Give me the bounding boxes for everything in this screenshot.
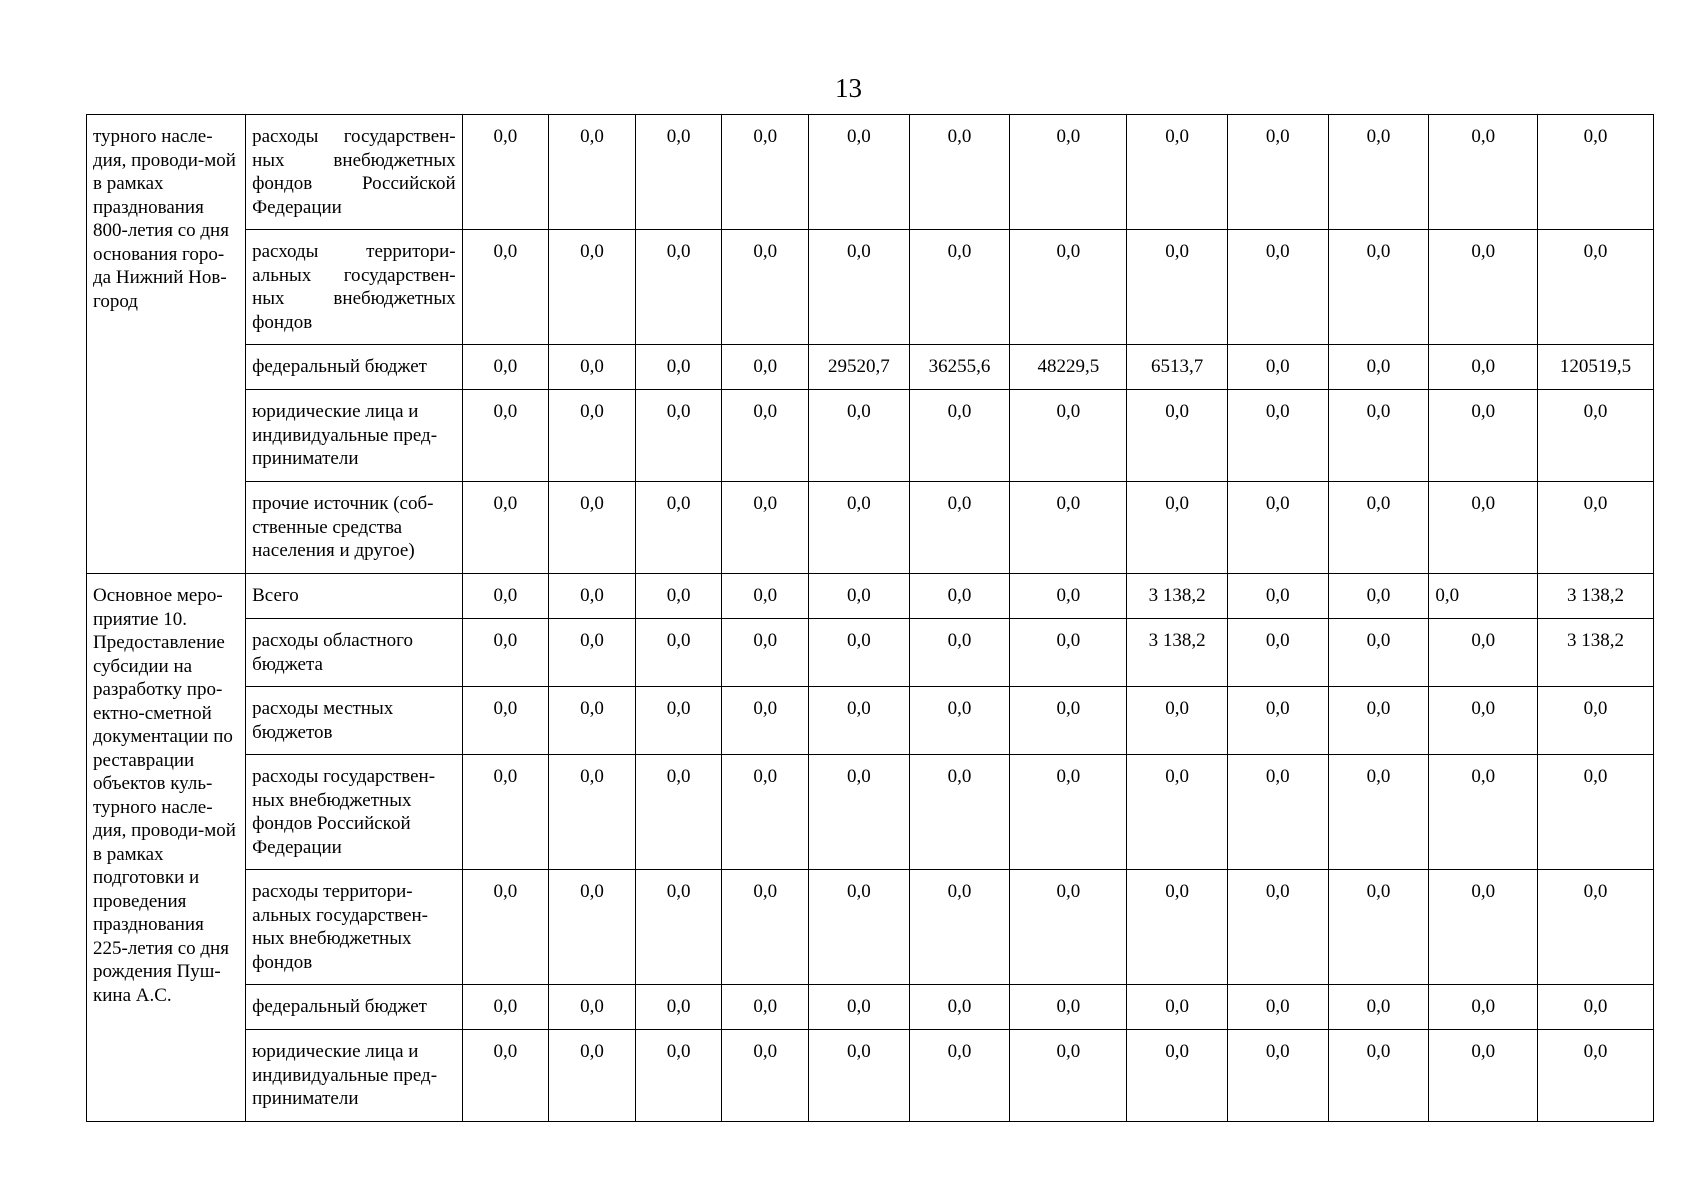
- value-cell: 3 138,2: [1127, 574, 1228, 619]
- value-cell: 0,0: [1227, 619, 1328, 687]
- value-cell: 0,0: [549, 985, 636, 1030]
- value-cell: 0,0: [1227, 687, 1328, 755]
- funding-source-cell: юридические лица и индивидуальные пред-приниматели: [246, 1030, 463, 1122]
- value-cell: 0,0: [462, 755, 549, 870]
- value-cell: 0,0: [462, 985, 549, 1030]
- table-row: [87, 755, 1654, 870]
- funding-source-cell: расходы государствен-ных внебюджетных фондов Российской Федерации: [246, 755, 463, 870]
- value-cell: 0,0: [1010, 619, 1127, 687]
- value-cell: 0,0: [635, 985, 722, 1030]
- value-cell: 0,0: [1010, 1030, 1127, 1122]
- value-cell: 0,0: [1010, 230, 1127, 345]
- table-row: [87, 870, 1654, 985]
- value-cell: 0,0: [1010, 755, 1127, 870]
- value-cell: 0,0: [1328, 870, 1429, 985]
- value-cell: 0,0: [462, 390, 549, 482]
- value-cell: 0,0: [1429, 1030, 1538, 1122]
- value-cell: 0,0: [1127, 870, 1228, 985]
- value-cell: 0,0: [1010, 115, 1127, 230]
- value-cell: 0,0: [1227, 482, 1328, 574]
- funding-source-cell: расходы местных бюджетов: [246, 687, 463, 755]
- value-cell: 0,0: [1538, 755, 1654, 870]
- value-cell: 0,0: [635, 115, 722, 230]
- value-cell: 0,0: [722, 687, 809, 755]
- value-cell: 0,0: [1227, 755, 1328, 870]
- value-cell: 0,0: [1429, 985, 1538, 1030]
- value-cell: 0,0: [462, 574, 549, 619]
- value-cell: 0,0: [462, 870, 549, 985]
- value-cell: 6513,7: [1127, 345, 1228, 390]
- value-cell: 0,0: [909, 574, 1010, 619]
- value-cell: 0,0: [809, 574, 910, 619]
- value-cell: 0,0: [1328, 345, 1429, 390]
- value-cell: 0,0: [1010, 985, 1127, 1030]
- event-name-cell: Основное меро-приятие 10. Предоставление субсидии на разработку про-ектно-сметной документации по реставрации объектов куль-турного насле-дия, проводи-мой в рамках подготовки и проведения празднования 225-летия со дня рождения Пуш-кина А.С.: [87, 574, 246, 1122]
- value-cell: 0,0: [1010, 687, 1127, 755]
- value-cell: 0,0: [1127, 230, 1228, 345]
- value-cell: 0,0: [1227, 574, 1328, 619]
- value-cell: 3 138,2: [1538, 619, 1654, 687]
- value-cell: 0,0: [722, 230, 809, 345]
- value-cell: 0,0: [635, 687, 722, 755]
- page-number: 13: [835, 73, 862, 103]
- value-cell: 0,0: [549, 619, 636, 687]
- value-cell: 0,0: [462, 115, 549, 230]
- value-cell: 0,0: [635, 1030, 722, 1122]
- value-cell: 0,0: [1429, 390, 1538, 482]
- event-name-cell: турного насле-дия, проводи-мой в рамках празднования 800-летия со дня основания горо-да Нижний Нов-город: [87, 115, 246, 574]
- value-cell: 0,0: [1010, 870, 1127, 985]
- value-cell: 0,0: [722, 1030, 809, 1122]
- value-cell: 0,0: [1328, 755, 1429, 870]
- value-cell: 0,0: [1328, 1030, 1429, 1122]
- value-cell: 0,0: [1429, 482, 1538, 574]
- value-cell: 0,0: [1328, 482, 1429, 574]
- value-cell: 0,0: [809, 482, 910, 574]
- value-cell: 0,0: [1127, 755, 1228, 870]
- value-cell: 0,0: [722, 482, 809, 574]
- funding-source-cell: расходы территори-альных государствен-ных внебюджетных фондов: [246, 870, 463, 985]
- value-cell: 0,0: [1127, 482, 1228, 574]
- value-cell: 0,0: [635, 870, 722, 985]
- value-cell: 0,0: [722, 619, 809, 687]
- value-cell: 0,0: [549, 115, 636, 230]
- funding-source-cell: расходы территори-альных государствен-ных внебюджетных фондов: [246, 230, 463, 345]
- value-cell: 0,0: [635, 755, 722, 870]
- table-row: [87, 687, 1654, 755]
- value-cell: 0,0: [1429, 115, 1538, 230]
- value-cell: 0,0: [549, 345, 636, 390]
- value-cell: 0,0: [909, 687, 1010, 755]
- value-cell: 0,0: [635, 345, 722, 390]
- value-cell: 0,0: [462, 482, 549, 574]
- value-cell: 0,0: [635, 574, 722, 619]
- value-cell: 0,0: [722, 755, 809, 870]
- value-cell: 0,0: [1429, 230, 1538, 345]
- value-cell: 0,0: [722, 345, 809, 390]
- value-cell: 0,0: [549, 687, 636, 755]
- value-cell: 0,0: [722, 390, 809, 482]
- value-cell: 0,0: [549, 230, 636, 345]
- value-cell: 0,0: [1227, 985, 1328, 1030]
- value-cell: 0,0: [1538, 1030, 1654, 1122]
- value-cell: 120519,5: [1538, 345, 1654, 390]
- value-cell: 0,0: [1538, 482, 1654, 574]
- value-cell: 0,0: [635, 230, 722, 345]
- budget-table: [86, 114, 1654, 1122]
- value-cell: 0,0: [549, 870, 636, 985]
- value-cell: 0,0: [1227, 1030, 1328, 1122]
- value-cell: 0,0: [909, 985, 1010, 1030]
- value-cell: 0,0: [1538, 870, 1654, 985]
- value-cell: 48229,5: [1010, 345, 1127, 390]
- table-row: [87, 985, 1654, 1030]
- funding-source-cell: Всего: [246, 574, 463, 619]
- table-row: [87, 1030, 1654, 1122]
- value-cell: 0,0: [909, 755, 1010, 870]
- value-cell: 0,0: [462, 619, 549, 687]
- value-cell: 0,0: [1010, 482, 1127, 574]
- table-row: [87, 115, 1654, 230]
- value-cell: 0,0: [549, 482, 636, 574]
- value-cell: 0,0: [1538, 230, 1654, 345]
- value-cell: 0,0: [635, 390, 722, 482]
- value-cell: 0,0: [722, 115, 809, 230]
- value-cell: 0,0: [1227, 390, 1328, 482]
- table-row: [87, 390, 1654, 482]
- value-cell: 0,0: [809, 619, 910, 687]
- value-cell: 0,0: [1538, 985, 1654, 1030]
- value-cell: 0,0: [909, 115, 1010, 230]
- value-cell: 0,0: [1328, 115, 1429, 230]
- value-cell: 3 138,2: [1538, 574, 1654, 619]
- value-cell: 0,0: [1010, 574, 1127, 619]
- table-row: [87, 574, 1654, 619]
- value-cell: 0,0: [1429, 574, 1538, 619]
- value-cell: 0,0: [909, 870, 1010, 985]
- value-cell: 0,0: [1227, 345, 1328, 390]
- table-body: [87, 115, 1654, 1122]
- table-row: [87, 345, 1654, 390]
- value-cell: 0,0: [1429, 619, 1538, 687]
- value-cell: 0,0: [809, 115, 910, 230]
- value-cell: 0,0: [909, 482, 1010, 574]
- value-cell: 0,0: [635, 482, 722, 574]
- value-cell: 0,0: [722, 574, 809, 619]
- value-cell: 0,0: [1328, 985, 1429, 1030]
- funding-source-cell: федеральный бюджет: [246, 345, 463, 390]
- funding-source-cell: расходы областного бюджета: [246, 619, 463, 687]
- value-cell: 0,0: [1328, 687, 1429, 755]
- table-row: [87, 482, 1654, 574]
- value-cell: 0,0: [1127, 115, 1228, 230]
- value-cell: 29520,7: [809, 345, 910, 390]
- value-cell: 0,0: [909, 619, 1010, 687]
- funding-source-cell: федеральный бюджет: [246, 985, 463, 1030]
- value-cell: 0,0: [809, 687, 910, 755]
- value-cell: 0,0: [1127, 985, 1228, 1030]
- value-cell: 0,0: [1227, 230, 1328, 345]
- value-cell: 0,0: [809, 985, 910, 1030]
- value-cell: 0,0: [1328, 619, 1429, 687]
- value-cell: 0,0: [1538, 115, 1654, 230]
- funding-source-cell: юридические лица и индивидуальные пред-приниматели: [246, 390, 463, 482]
- value-cell: 0,0: [462, 345, 549, 390]
- value-cell: 0,0: [809, 755, 910, 870]
- value-cell: 0,0: [1429, 870, 1538, 985]
- value-cell: 0,0: [809, 870, 910, 985]
- value-cell: 0,0: [909, 1030, 1010, 1122]
- value-cell: 0,0: [462, 1030, 549, 1122]
- value-cell: 3 138,2: [1127, 619, 1228, 687]
- value-cell: 0,0: [462, 230, 549, 345]
- value-cell: 0,0: [462, 687, 549, 755]
- value-cell: 0,0: [1328, 390, 1429, 482]
- value-cell: 0,0: [1227, 115, 1328, 230]
- value-cell: 0,0: [549, 1030, 636, 1122]
- value-cell: 0,0: [722, 985, 809, 1030]
- value-cell: 0,0: [1127, 687, 1228, 755]
- value-cell: 0,0: [1010, 390, 1127, 482]
- value-cell: 0,0: [722, 870, 809, 985]
- value-cell: 0,0: [549, 390, 636, 482]
- value-cell: 0,0: [549, 755, 636, 870]
- value-cell: 0,0: [1328, 230, 1429, 345]
- value-cell: 0,0: [1429, 755, 1538, 870]
- value-cell: 0,0: [1127, 390, 1228, 482]
- value-cell: 0,0: [809, 230, 910, 345]
- value-cell: 36255,6: [909, 345, 1010, 390]
- funding-source-cell: расходы государствен-ных внебюджетных фондов Российской Федерации: [246, 115, 463, 230]
- value-cell: 0,0: [909, 230, 1010, 345]
- value-cell: 0,0: [1429, 345, 1538, 390]
- value-cell: 0,0: [1127, 1030, 1228, 1122]
- value-cell: 0,0: [1538, 687, 1654, 755]
- value-cell: 0,0: [909, 390, 1010, 482]
- value-cell: 0,0: [809, 1030, 910, 1122]
- value-cell: 0,0: [1538, 390, 1654, 482]
- value-cell: 0,0: [809, 390, 910, 482]
- table-row: [87, 230, 1654, 345]
- value-cell: 0,0: [549, 574, 636, 619]
- funding-source-cell: прочие источник (соб-ственные средства населения и другое): [246, 482, 463, 574]
- value-cell: 0,0: [1227, 870, 1328, 985]
- value-cell: 0,0: [1328, 574, 1429, 619]
- table-row: [87, 619, 1654, 687]
- value-cell: 0,0: [635, 619, 722, 687]
- value-cell: 0,0: [1429, 687, 1538, 755]
